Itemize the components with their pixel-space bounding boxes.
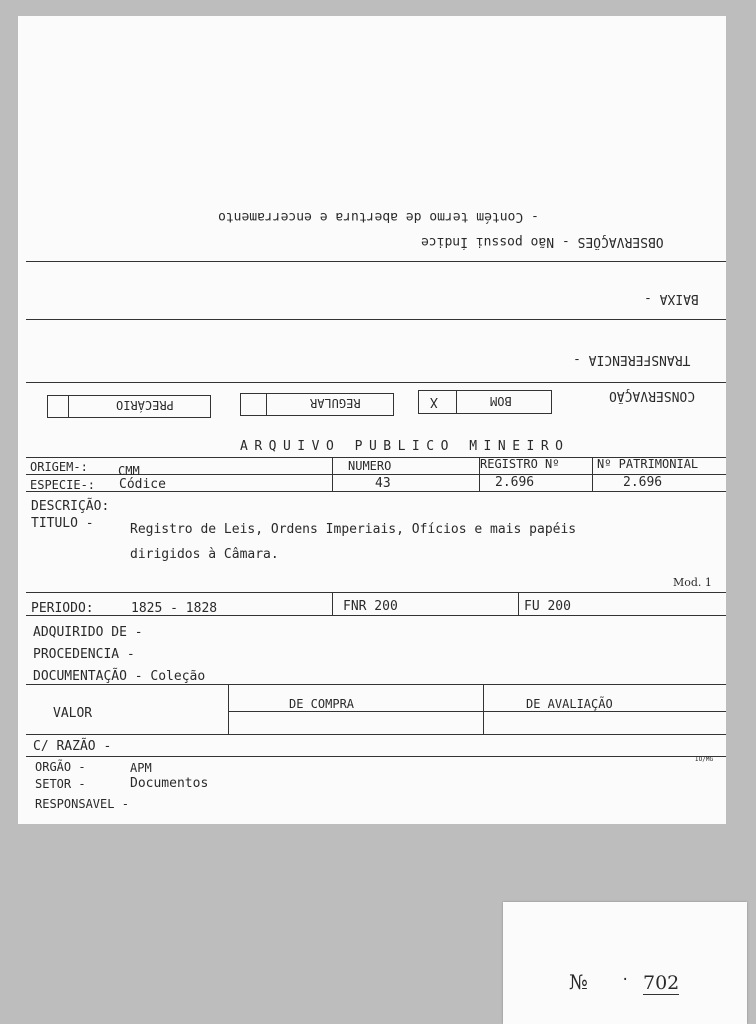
origem-value: CMM [118, 464, 140, 478]
razao-field: C/ RAZÃO - [33, 739, 112, 754]
periodo-value: 1825 - 1828 [131, 601, 218, 616]
de-avaliacao-label: DE AVALIAÇÃO [526, 697, 613, 711]
de-compra-label: DE COMPRA [289, 697, 355, 711]
descricao-label: DESCRIÇÃO: [31, 499, 110, 514]
observacoes-line-1: OBSERVAÇÕES - Não possui Índice [421, 234, 664, 249]
observacoes-line-2: - Contém termo de abertura e encerramento [218, 209, 539, 224]
number-dot: · [621, 972, 630, 988]
divider [26, 756, 726, 757]
bom-box [418, 390, 552, 414]
fu-value: FU 200 [524, 599, 571, 614]
divider [26, 382, 726, 383]
origem-label: ORIGEM-: [30, 460, 88, 474]
orgao-label: ORGÃO - [35, 760, 86, 774]
divider [26, 261, 726, 262]
divider [266, 393, 267, 416]
setor-value: Documentos [130, 776, 209, 791]
divider [26, 734, 726, 735]
catalog-card [18, 16, 726, 824]
transferencia-field: TRANSFERENCIA - [573, 352, 691, 367]
regular-label: REGULAR [310, 396, 361, 410]
responsavel-field: RESPONSAVEL - [35, 797, 129, 811]
divider [26, 319, 726, 320]
patrimonial-value: 2.696 [623, 475, 663, 490]
baixa-field: BAIXA - [644, 291, 699, 306]
orgao-value: APM [130, 761, 152, 775]
precario-label: PRECÁRIO [116, 398, 174, 412]
bom-mark: X [430, 394, 438, 409]
adquirido-field: ADQUIRIDO DE - [33, 625, 143, 640]
titulo-label: TITULO - [31, 516, 94, 531]
valor-label: VALOR [53, 706, 93, 721]
divider [332, 457, 333, 491]
printer-mark: IO/MG [695, 756, 714, 763]
documentacao-field: DOCUMENTAÇÃO - Coleção [33, 669, 206, 684]
registro-label: REGISTRO Nº [480, 457, 560, 471]
divider [228, 684, 229, 734]
conservacao-label: CONSERVAÇÃO [609, 388, 696, 403]
especie-value: Códice [119, 477, 166, 492]
tag-number: 702 [643, 972, 680, 994]
divider [68, 395, 69, 418]
especie-label: ESPECIE-: [30, 478, 96, 492]
divider [332, 592, 333, 615]
divider [456, 390, 457, 414]
registro-value: 2.696 [495, 475, 535, 490]
titulo-line-1: Registro de Leis, Ordens Imperiais, Ofícios e mais papéis [130, 522, 577, 537]
fnr-value: FNR 200 [343, 599, 398, 614]
setor-label: SETOR - [35, 777, 86, 791]
patrimonial-label: Nº PATRIMONIAL [597, 457, 699, 471]
numero-value: 43 [375, 476, 391, 491]
archive-header: ARQUIVO PUBLICO MINEIRO [240, 439, 570, 454]
procedencia-field: PROCEDENCIA - [33, 647, 135, 662]
model-number: Mod. 1 [673, 576, 712, 589]
numero-label: NUMERO [348, 459, 392, 473]
bom-label: BOM [490, 394, 512, 408]
divider [592, 457, 593, 491]
periodo-label: PERIODO: [31, 601, 94, 616]
number-tag [503, 902, 747, 1024]
divider [26, 684, 726, 685]
titulo-line-2: dirigidos à Câmara. [130, 547, 279, 562]
divider [483, 684, 484, 734]
number-sign: № [569, 970, 588, 994]
divider [228, 711, 726, 712]
divider [518, 592, 519, 615]
divider [26, 592, 726, 593]
